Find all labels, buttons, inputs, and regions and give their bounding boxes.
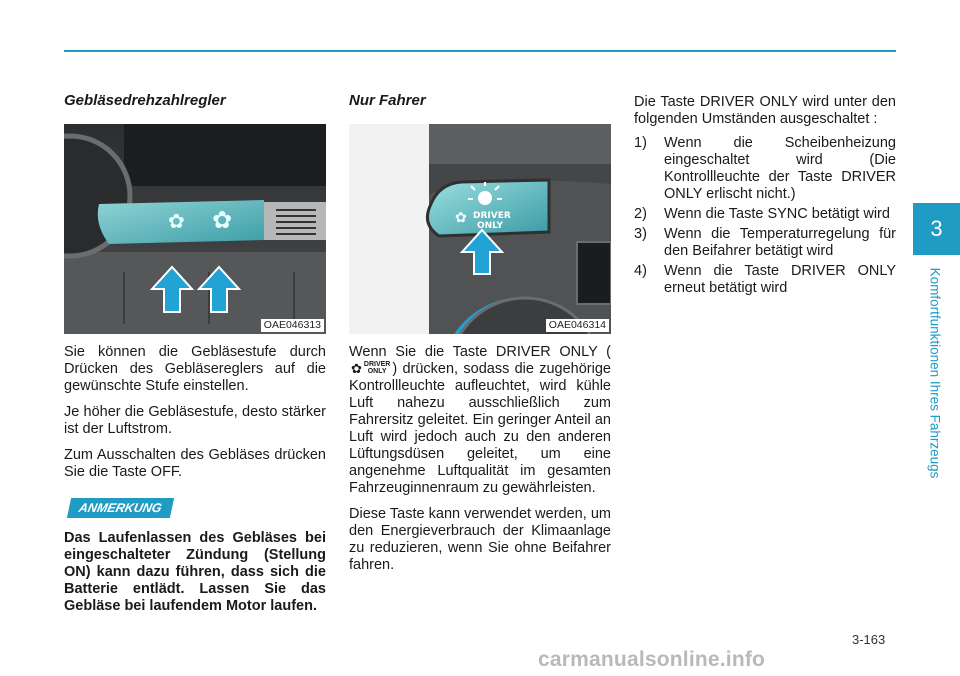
- list-number: 2): [634, 206, 647, 222]
- list-number: 4): [634, 263, 647, 279]
- list-item: [634, 226, 896, 260]
- icon-label: [364, 361, 390, 375]
- figure-fan-speed: [64, 124, 326, 334]
- list-text: Wenn die Scheibenheizung eingeschaltet wird (Die Kontrollleuchte der Taste DRIVER ONLY erlischt nicht.): [664, 135, 896, 202]
- driver-only-icon: [351, 360, 390, 377]
- paragraph: Diese Taste kann verwendet werden, um den Energieverbrauch der Klimaanlage zu reduzieren, wenn Sie ohne Beifahrer fahren.: [349, 506, 611, 573]
- list-item: [634, 135, 896, 203]
- heading-driver-only: Nur Fahrer: [349, 92, 426, 109]
- column-driver-only: [349, 92, 611, 583]
- page-number: 3-163: [852, 632, 886, 647]
- fan-control-illustration: [64, 124, 326, 334]
- driver-only-illustration: [349, 124, 611, 334]
- list-text: Wenn die Temperaturregelung für den Beifahrer betätigt wird: [664, 226, 896, 259]
- figure-code: OAE046314: [546, 319, 609, 332]
- figure-driver-only: [349, 124, 611, 334]
- text-segment: Wenn Sie die Taste DRIVER ONLY (: [349, 344, 611, 360]
- column-fan-speed: [64, 92, 326, 615]
- heading-fan-speed: Gebläsedrehzahlregler: [64, 92, 226, 109]
- figure-button-label-1: DRIVER: [473, 211, 511, 221]
- list-text: Wenn die Taste DRIVER ONLY erneut betätigt wird: [664, 263, 896, 296]
- text-segment: ) drücken, sodass die zugehörige Kontrollleuchte aufleuchtet, wird kühle Luft nahezu ausschließlich zum Fahrersitz geleitet. Ein geringer Anteil an Luft wird jedoch auch zu den anderen Lüftungsdüsen geleitet, um eine angenehme Luftqualität im gesamten Fahrzeuginnenraum zu gewährleisten.: [349, 361, 611, 496]
- paragraph: Je höher die Gebläsestufe, desto stärker ist der Luftstrom.: [64, 404, 326, 437]
- list-number: 3): [634, 226, 647, 242]
- chapter-number-tab: 3: [913, 203, 960, 255]
- header-rule: [64, 50, 896, 52]
- watermark: carmanualsonline.info: [538, 648, 766, 671]
- list-text: Wenn die Taste SYNC betätigt wird: [664, 206, 890, 222]
- svg-text:✿: ✿: [212, 206, 233, 234]
- list-item: [634, 206, 896, 223]
- note-label-badge: ANMERKUNG: [67, 498, 174, 518]
- paragraph-driver-only: [349, 344, 611, 497]
- list-item: [634, 263, 896, 297]
- chapter-title: Komfortfunktionen Ihres Fahrzeugs: [927, 267, 943, 478]
- list-number: 1): [634, 135, 647, 151]
- icon-label-line1: DRIVER: [363, 361, 391, 368]
- fan-icon: ✿: [351, 360, 362, 376]
- figure-code: OAE046313: [261, 319, 324, 332]
- conditions-intro: Die Taste DRIVER ONLY wird unter den folgenden Umständen ausgeschaltet :: [634, 94, 896, 127]
- icon-label-line2: ONLY: [367, 368, 387, 375]
- note-text: Das Laufenlassen des Gebläses bei eingeschalteter Zündung (Stellung ON) kann dazu führen, dass sich die Batterie entlädt. Lassen Sie das Gebläse bei laufendem Motor laufen.: [64, 530, 326, 614]
- conditions-list: [634, 135, 896, 297]
- paragraph: Sie können die Gebläsestufe durch Drücken des Gebläsereglers auf die gewünschte Stufe einstellen.: [64, 344, 326, 394]
- svg-text:✿: ✿: [455, 210, 467, 226]
- column-conditions: [634, 94, 896, 300]
- paragraph: Zum Ausschalten des Gebläses drücken Sie die Taste OFF.: [64, 447, 326, 480]
- chapter-title-side: [925, 255, 945, 490]
- figure-button-label-2: ONLY: [477, 221, 504, 231]
- svg-text:✿: ✿: [168, 209, 185, 233]
